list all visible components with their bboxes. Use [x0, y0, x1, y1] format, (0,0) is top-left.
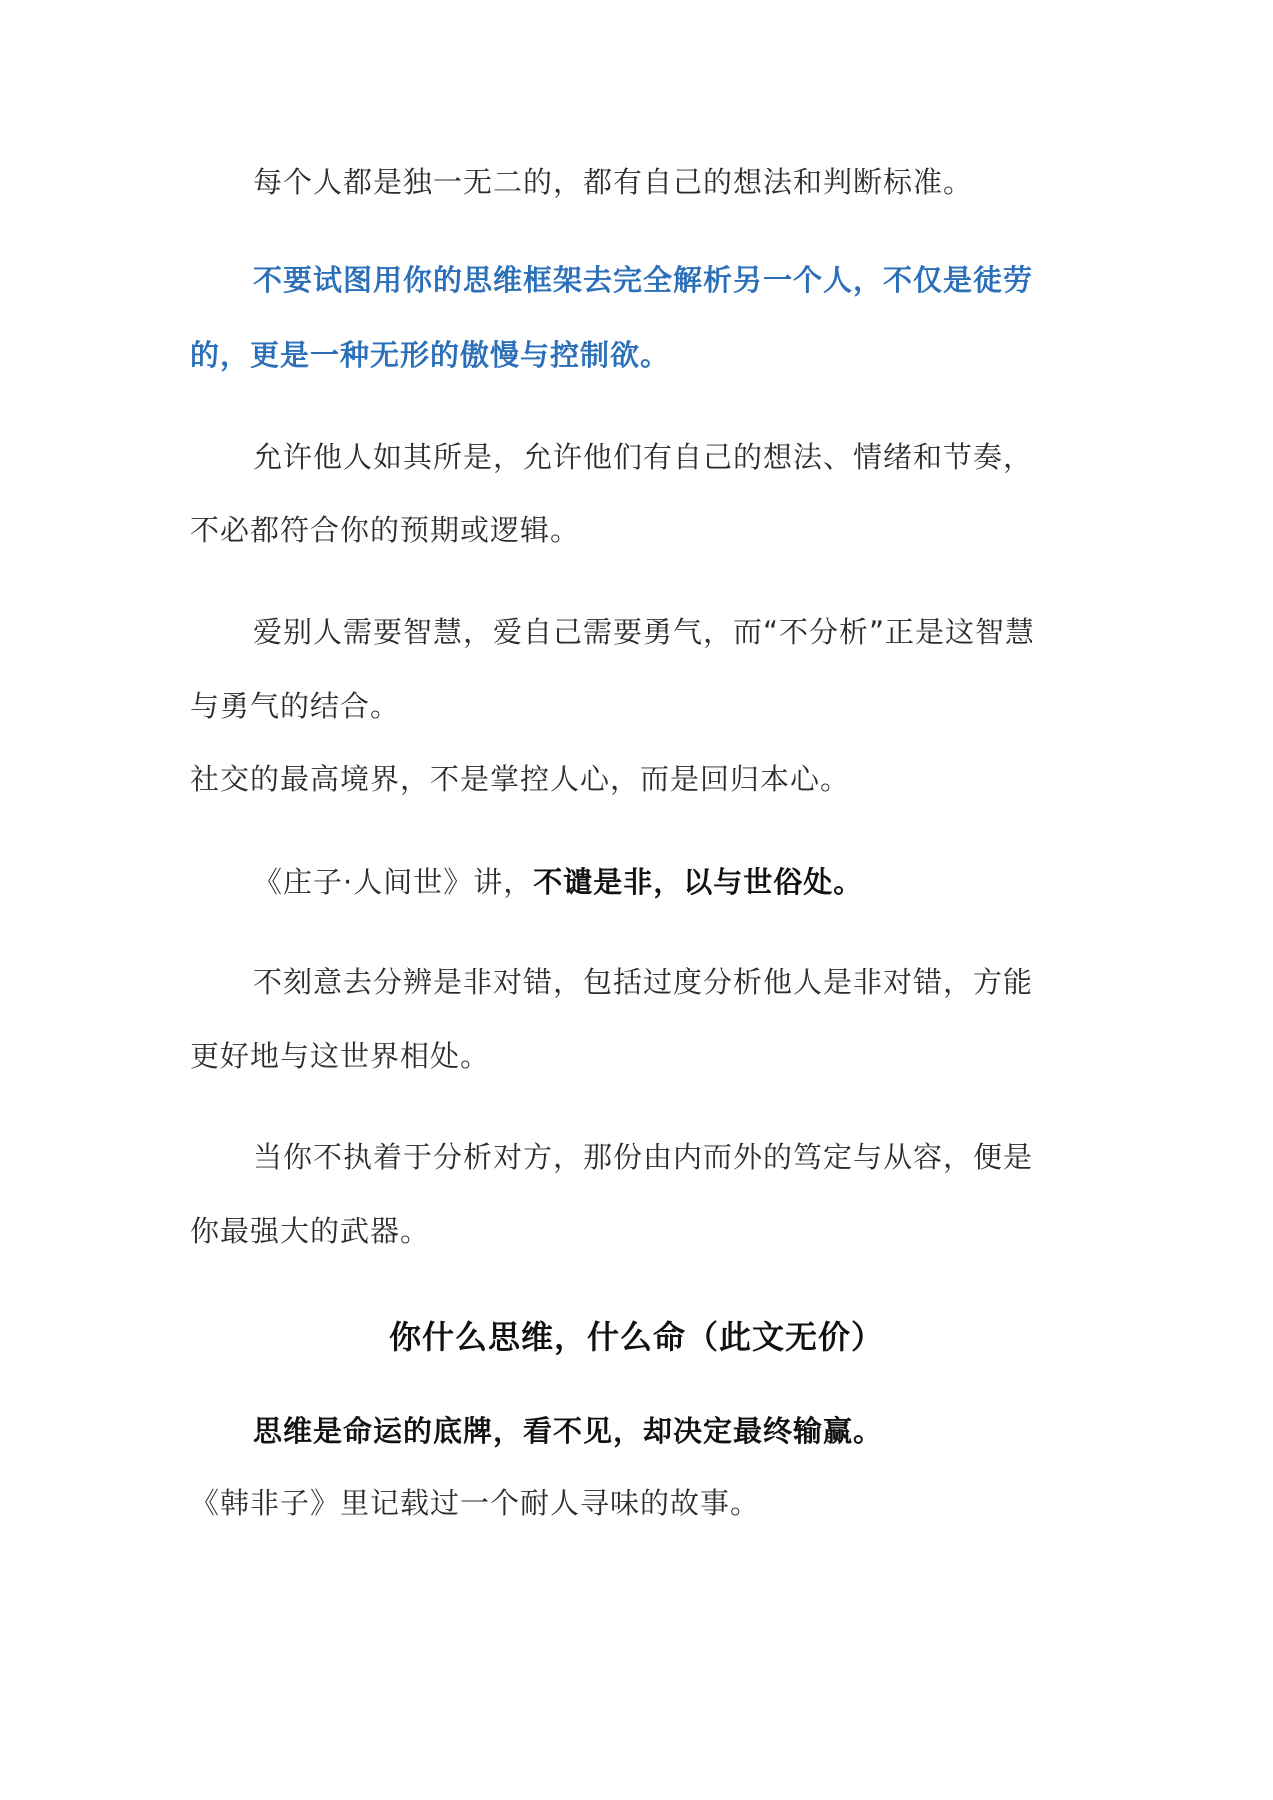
- highlight-paragraph-line-2: 的，更是一种无形的傲慢与控制欲。: [190, 338, 671, 372]
- section-lead: 思维是命运的底牌，看不见，却决定最终输赢。: [253, 1414, 884, 1448]
- paragraph-love-line-2: 与勇气的结合。: [190, 689, 401, 723]
- section-intro: 《韩非子》里记载过一个耐人寻味的故事。: [190, 1486, 761, 1520]
- section-heading: 你什么思维，什么命（此文无价）: [388, 1318, 884, 1356]
- paragraph-zhuangzi: [253, 862, 1153, 902]
- highlight-paragraph-line-1: 不要试图用你的思维框架去完全解析另一个人，不仅是徒劳: [253, 263, 1034, 297]
- paragraph-love-line-1: 爱别人需要智慧，爱自己需要勇气，而“不分析”正是这智慧: [253, 615, 1036, 649]
- paragraph-composure-line-1: 当你不执着于分析对方，那份由内而外的笃定与从容，便是: [253, 1140, 1034, 1174]
- paragraph-allow-line-1: 允许他人如其所是，允许他们有自己的想法、情绪和节奏，: [253, 440, 1034, 474]
- paragraph-judgement-line-1: 不刻意去分辨是非对错，包括过度分析他人是非对错，方能: [253, 965, 1034, 999]
- paragraph-allow-line-2: 不必都符合你的预期或逻辑。: [190, 513, 581, 547]
- zhuangzi-prefix: 《庄子·人间世》讲，: [253, 865, 534, 899]
- paragraph-judgement-line-2: 更好地与这世界相处。: [190, 1039, 491, 1073]
- paragraph-composure-line-2: 你最强大的武器。: [190, 1214, 431, 1248]
- paragraph-uniqueness-line-1: 每个人都是独一无二的，都有自己的想法和判断标准。: [253, 165, 974, 199]
- paragraph-social-line: 社交的最高境界，不是掌控人心，而是回归本心。: [190, 762, 851, 796]
- zhuangzi-quote: 不谴是非，以与世俗处。: [533, 865, 864, 899]
